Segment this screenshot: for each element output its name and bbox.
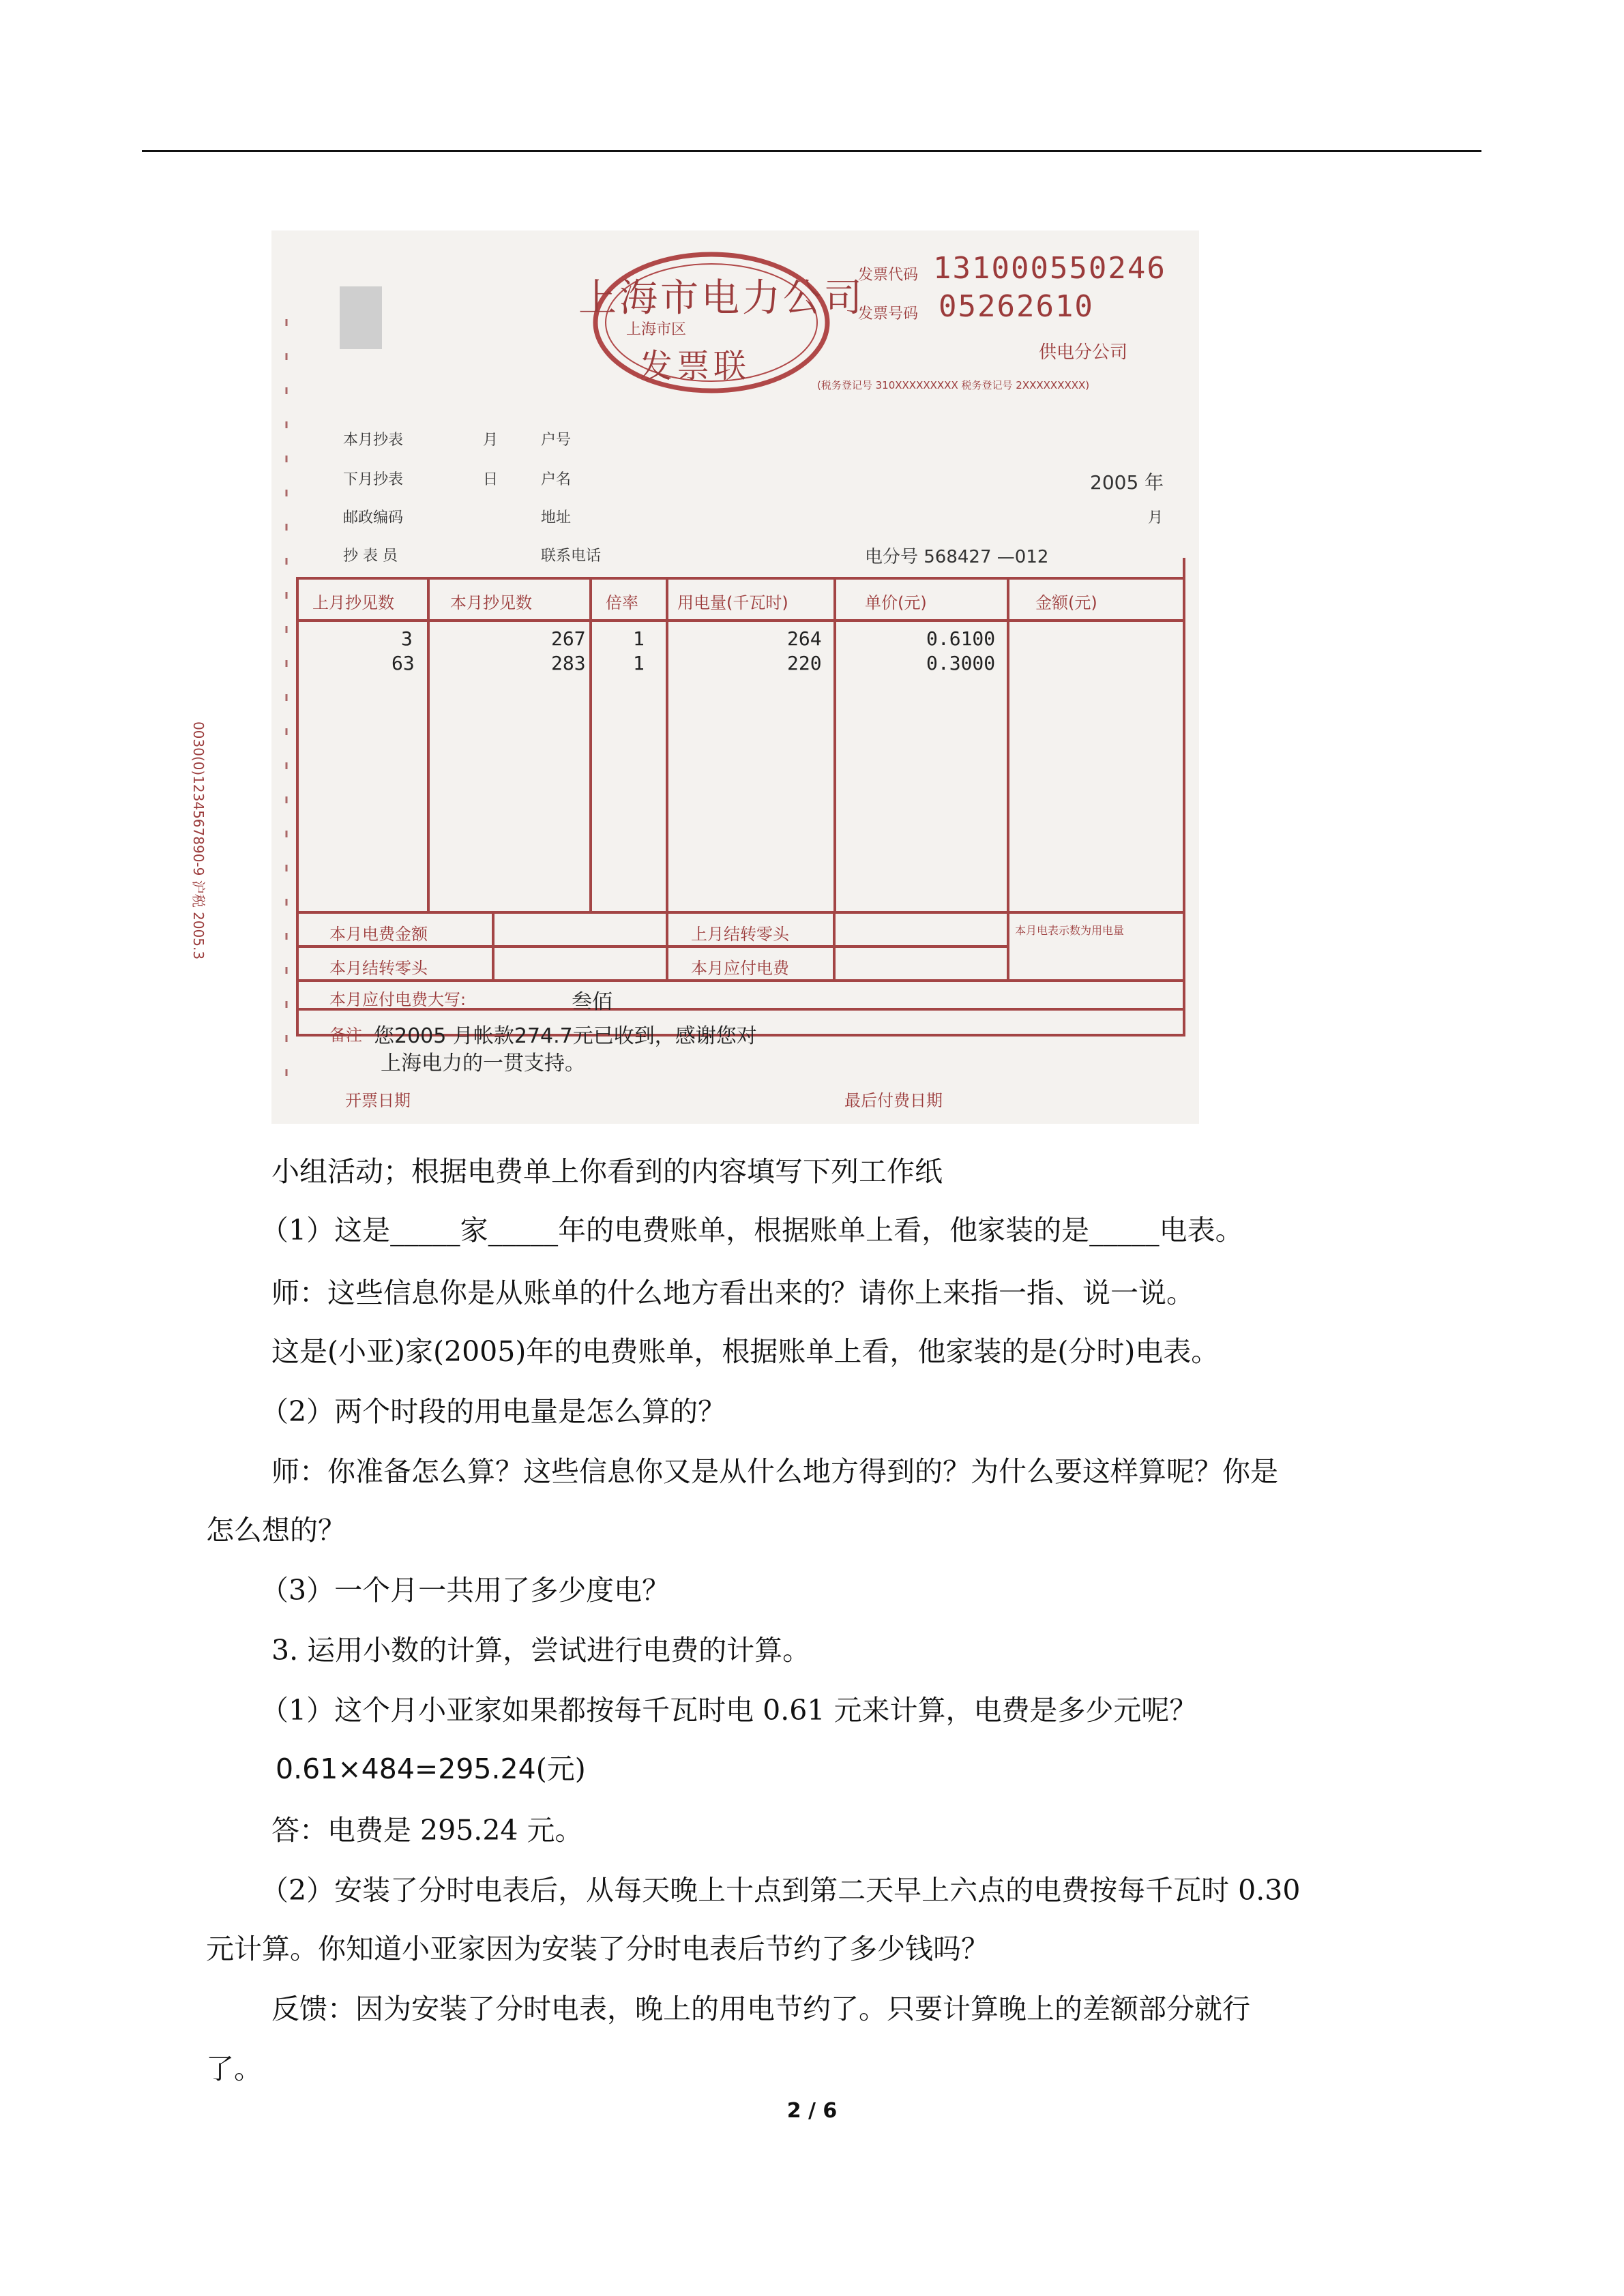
activity-intro: 小组活动；根据电费单上你看到的内容填写下列工作纸 (271, 1155, 943, 1188)
calc-question-2-cont: 元计算。你知道小亚家因为安装了分时电表后节约了多少钱吗？ (206, 1933, 989, 1965)
section-3-heading: 3. 运用小数的计算，尝试进行电费的计算。 (271, 1634, 811, 1667)
calc-unit: (元) (535, 1753, 586, 1785)
bill-row-field: 户名 (541, 471, 572, 488)
bill-cell: 220 (787, 652, 822, 674)
bill-row-mid: 日 (483, 471, 499, 488)
bill-cell: 0.6100 (926, 627, 996, 650)
bill-invoice-code-label: 发票代码 (858, 267, 919, 284)
answer-1: 这是(小亚)家(2005)年的电费账单，根据账单上看，他家装的是(分时)电表。 (271, 1335, 1220, 1368)
bill-row-field: 户号 (541, 432, 572, 449)
bill-row-right: 月 (1148, 509, 1164, 526)
bill-cell: 63 (392, 652, 415, 674)
bill-cell: 1 (633, 627, 645, 650)
teacher-prompt-2: 师：你准备怎么算？这些信息你又是从什么地方得到的？为什么要这样算呢？你是 (271, 1455, 1278, 1488)
bill-invoice-no-label: 发票号码 (858, 305, 919, 323)
electricity-bill-image (190, 230, 1199, 1124)
question-1: （1）这是_____家_____年的电费账单，根据账单上看，他家装的是_____电表。 (261, 1214, 1243, 1247)
bill-reg-line: (税务登记号 310XXXXXXXXX 税务登记号 2XXXXXXXXX) (817, 379, 1090, 391)
bill-remark-line2: 上海电力的一贯支持。 (381, 1052, 585, 1075)
bill-cell: 0.3000 (926, 652, 996, 674)
bill-row-field: 地址 (541, 509, 572, 526)
bill-issue-date: 开票日期 (345, 1091, 411, 1110)
page-number: 2 / 6 (786, 2099, 838, 2123)
bill-row-label: 抄 表 员 (343, 548, 398, 565)
question-3: （3）一个月一共用了多少度电？ (261, 1574, 670, 1607)
bill-col-header: 本月抄见数 (450, 593, 532, 612)
teacher-prompt-1: 师：这些信息你是从账单的什么地方看出来的？请你上来指一指、说一说。 (271, 1277, 1194, 1309)
bill-remark-line1: 您2005 月帐款274.7元已收到，感谢您对 (374, 1024, 757, 1048)
feedback: 反馈：因为安装了分时电表，晚上的用电节约了。只要计算晚上的差额部分就行 (271, 1993, 1250, 2025)
calc-formula: 0.61×484=295.24 (276, 1753, 536, 1785)
bill-col-header: 金额(元) (1035, 593, 1097, 612)
bill-footer-cell: 本月结转零头 (329, 959, 428, 978)
bill-stamp-top: 上海市区 (626, 321, 687, 338)
bill-row-label: 下月抄表 (343, 471, 404, 488)
bill-cell: 3 (401, 627, 413, 650)
bill-branch: 供电分公司 (1039, 342, 1128, 363)
bill-row-label: 邮政编码 (343, 509, 404, 526)
bill-row-label: 本月抄表 (343, 432, 404, 449)
bill-footer-cell: 本月电表示数为用电量 (1015, 924, 1125, 937)
bill-col-header: 单价(元) (865, 593, 927, 612)
header-rule (142, 150, 1481, 152)
bill-footer-cell: 上月结转零头 (691, 925, 789, 944)
feedback-cont: 了。 (206, 2053, 262, 2085)
calc-question-1: （1）这个月小亚家如果都按每千瓦时电 0.61 元来计算，电费是多少元呢？ (261, 1694, 1198, 1727)
bill-row-field: 联系电话 (541, 548, 602, 565)
bill-qr-block (340, 286, 382, 349)
bill-invoice-code: 131000550246 (933, 251, 1166, 286)
bill-footer-cell: 本月应付电费 (691, 959, 789, 978)
teacher-prompt-2-cont: 怎么想的？ (206, 1514, 346, 1547)
bill-cell: 283 (551, 652, 586, 674)
bill-company: 上海市电力公司 (578, 276, 865, 320)
bill-cell: 267 (551, 627, 586, 650)
bill-due-date: 最后付费日期 (844, 1091, 943, 1110)
bill-col-header: 上月抄见数 (312, 593, 394, 612)
calc-question-2: （2）安装了分时电表后，从每天晚上十点到第二天早上六点的电费按每千瓦时 0.30 (261, 1874, 1301, 1907)
bill-footer-cell: 本月电费金额 (329, 925, 428, 944)
question-2: （2）两个时段的用电量是怎么算的？ (261, 1395, 726, 1428)
bill-row-mid: 月 (483, 432, 499, 449)
calc-answer-1: 答：电费是 295.24 元。 (271, 1814, 583, 1847)
calc-formula-line (276, 1751, 586, 1787)
bill-total-value: 叁佰 (572, 990, 612, 1014)
bill-total-label: 本月应付电费大写: (329, 990, 467, 1009)
bill-row-right: 2005 年 (1090, 471, 1164, 494)
bill-side-text: 0030(0)1234567890-9 沪税 2005.3 (190, 721, 207, 960)
bill-cell: 1 (633, 652, 645, 674)
bill-remark-label: 备注 (329, 1026, 362, 1045)
bill-cell: 264 (787, 627, 822, 650)
bill-col-header: 倍率 (606, 593, 638, 612)
bill-stamp-bottom: 发票联 (640, 347, 751, 385)
bill-row-right: 电分号 568427 —012 (865, 547, 1049, 567)
bill-col-header: 用电量(千瓦时) (677, 593, 788, 612)
bill-invoice-no: 05262610 (939, 289, 1094, 324)
